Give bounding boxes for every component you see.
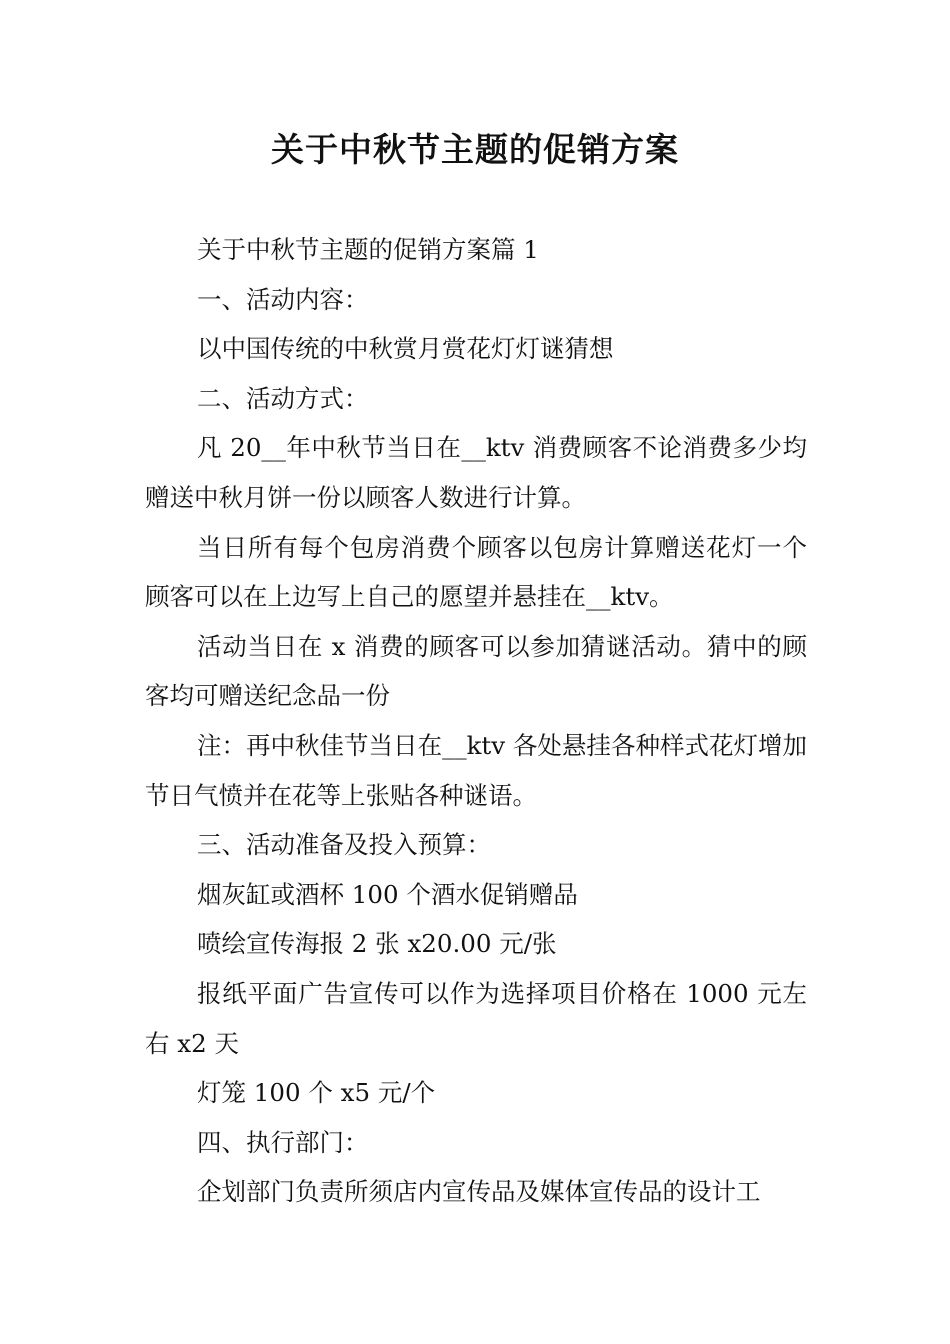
document-body — [145, 225, 807, 1217]
paragraph: 灯笼 100 个 x5 元/个 — [197, 1078, 436, 1108]
document-title: 关于中秋节主题的促销方案 — [271, 130, 679, 169]
paragraph: 企划部门负责所须店内宣传品及媒体宣传品的设计工 — [197, 1177, 761, 1207]
paragraph: 报纸平面广告宣传可以作为选择项目价格在 1000 元左右 x2 天 — [145, 978, 807, 1058]
paragraph-heading-method: 二、活动方式： — [197, 383, 369, 413]
paragraph-section-heading: 关于中秋节主题的促销方案篇 1 — [197, 235, 539, 264]
paragraph: 凡 20__年中秋节当日在__ktv 消费顾客不论消费多少均赠送中秋月饼一份以顾客人数进行计算。 — [145, 433, 807, 512]
paragraph-note: 注：再中秋佳节当日在__ktv 各处悬挂各种样式花灯增加节日气愤并在花等上张贴各种谜语。 — [145, 730, 807, 810]
paragraph: 喷绘宣传海报 2 张 x20.00 元/张 — [197, 929, 557, 959]
paragraph-heading-budget: 三、活动准备及投入预算： — [197, 830, 491, 860]
paragraph-heading-content: 一、活动内容： — [197, 284, 369, 314]
paragraph-heading-department: 四、执行部门： — [197, 1127, 369, 1157]
paragraph: 当日所有每个包房消费个顾客以包房计算赠送花灯一个顾客可以在上边写上自己的愿望并悬挂在__ktv。 — [145, 532, 807, 612]
paragraph: 以中国传统的中秋赏月赏花灯灯谜猜想 — [197, 334, 614, 364]
paragraph: 活动当日在 x 消费的顾客可以参加猜谜活动。猜中的顾客均可赠送纪念品一份 — [145, 631, 807, 711]
paragraph: 烟灰缸或酒杯 100 个酒水促销赠品 — [197, 879, 578, 909]
